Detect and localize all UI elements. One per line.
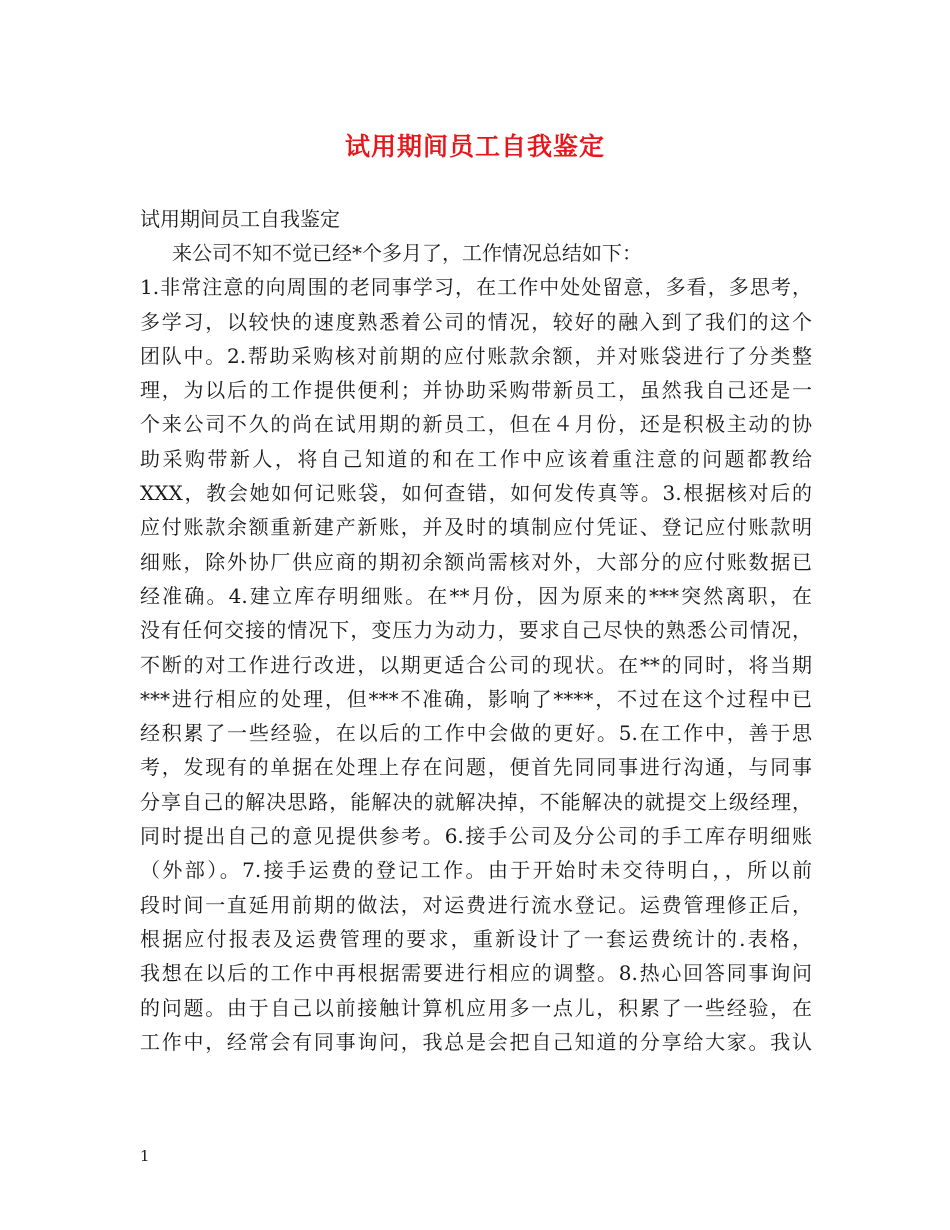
body-line: 经准确。4.建立库存明细账。在**月份，因为原来的***突然离职，在 — [140, 583, 812, 608]
body-line: 团队中。2.帮助采购核对前期的应付账款余额，并对账袋进行了分类整 — [140, 343, 812, 368]
body-line: 工作中，经常会有同事询问，我总是会把自己知道的分享给大家。我认 — [140, 1029, 812, 1054]
body-line: （外部）。7.接手运费的登记工作。由于开始时未交待明白，，所以前 — [140, 858, 812, 883]
body-line: 没有任何交接的情况下，变压力为动力，要求自己尽快的熟悉公司情况， — [140, 618, 812, 643]
body-line: 的问题。由于自己以前接触计算机应用多一点儿，积累了一些经验，在 — [140, 995, 812, 1020]
body-line: 应付账款余额重新建产新账，并及时的填制应付凭证、登记应付账款明 — [140, 515, 812, 540]
body-line: 助采购带新人，将自己知道的和在工作中应该着重注意的问题都教给 — [140, 446, 812, 471]
body-line: 分享自己的解决思路，能解决的就解决掉，不能解决的就提交上级经理， — [140, 789, 812, 814]
document-body — [140, 236, 812, 1059]
body-line: 我想在以后的工作中再根据需要进行相应的调整。8.热心回答同事询问 — [140, 961, 812, 986]
body-line: ***进行相应的处理，但***不准确，影响了****，不过在这个过程中已 — [140, 686, 812, 711]
body-line: 细账，除外协厂供应商的期初余额尚需核对外，大部分的应付账数据已 — [140, 549, 812, 574]
body-line: 不断的对工作进行改进，以期更适合公司的现状。在**的同时，将当期 — [140, 652, 812, 677]
body-line: 1.非常注意的向周围的老同事学习，在工作中处处留意，多看，多思考， — [140, 275, 812, 300]
body-line: XXX，教会她如何记账袋，如何查错，如何发传真等。3.根据核对后的 — [140, 481, 812, 506]
body-line: 经积累了一些经验，在以后的工作中会做的更好。5.在工作中，善于思 — [140, 721, 812, 746]
body-line: 个来公司不久的尚在试用期的新员工，但在４月份，还是积极主动的协 — [140, 412, 812, 437]
body-line: 同时提出自己的意见提供参考。6.接手公司及分公司的手工库存明细账 — [140, 824, 812, 849]
body-line: 理，为以后的工作提供便利；并协助采购带新员工，虽然我自己还是一 — [140, 378, 812, 403]
body-line: 来公司不知不觉已经*个多月了，工作情况总结如下： — [172, 241, 642, 265]
page-number: 1 — [140, 1147, 150, 1165]
body-line: 根据应付报表及运费管理的要求，重新设计了一套运费统计的.表格， — [140, 926, 812, 951]
body-line: 多学习，以较快的速度熟悉着公司的情况，较好的融入到了我们的这个 — [140, 309, 812, 334]
body-line: 段时间一直延用前期的做法，对运费进行流水登记。运费管理修正后， — [140, 892, 812, 917]
body-line: 考，发现有的单据在处理上存在问题，便首先同同事进行沟通，与同事 — [140, 755, 812, 780]
document-title: 试用期间员工自我鉴定 — [344, 132, 605, 161]
document-subtitle: 试用期间员工自我鉴定 — [140, 207, 340, 231]
